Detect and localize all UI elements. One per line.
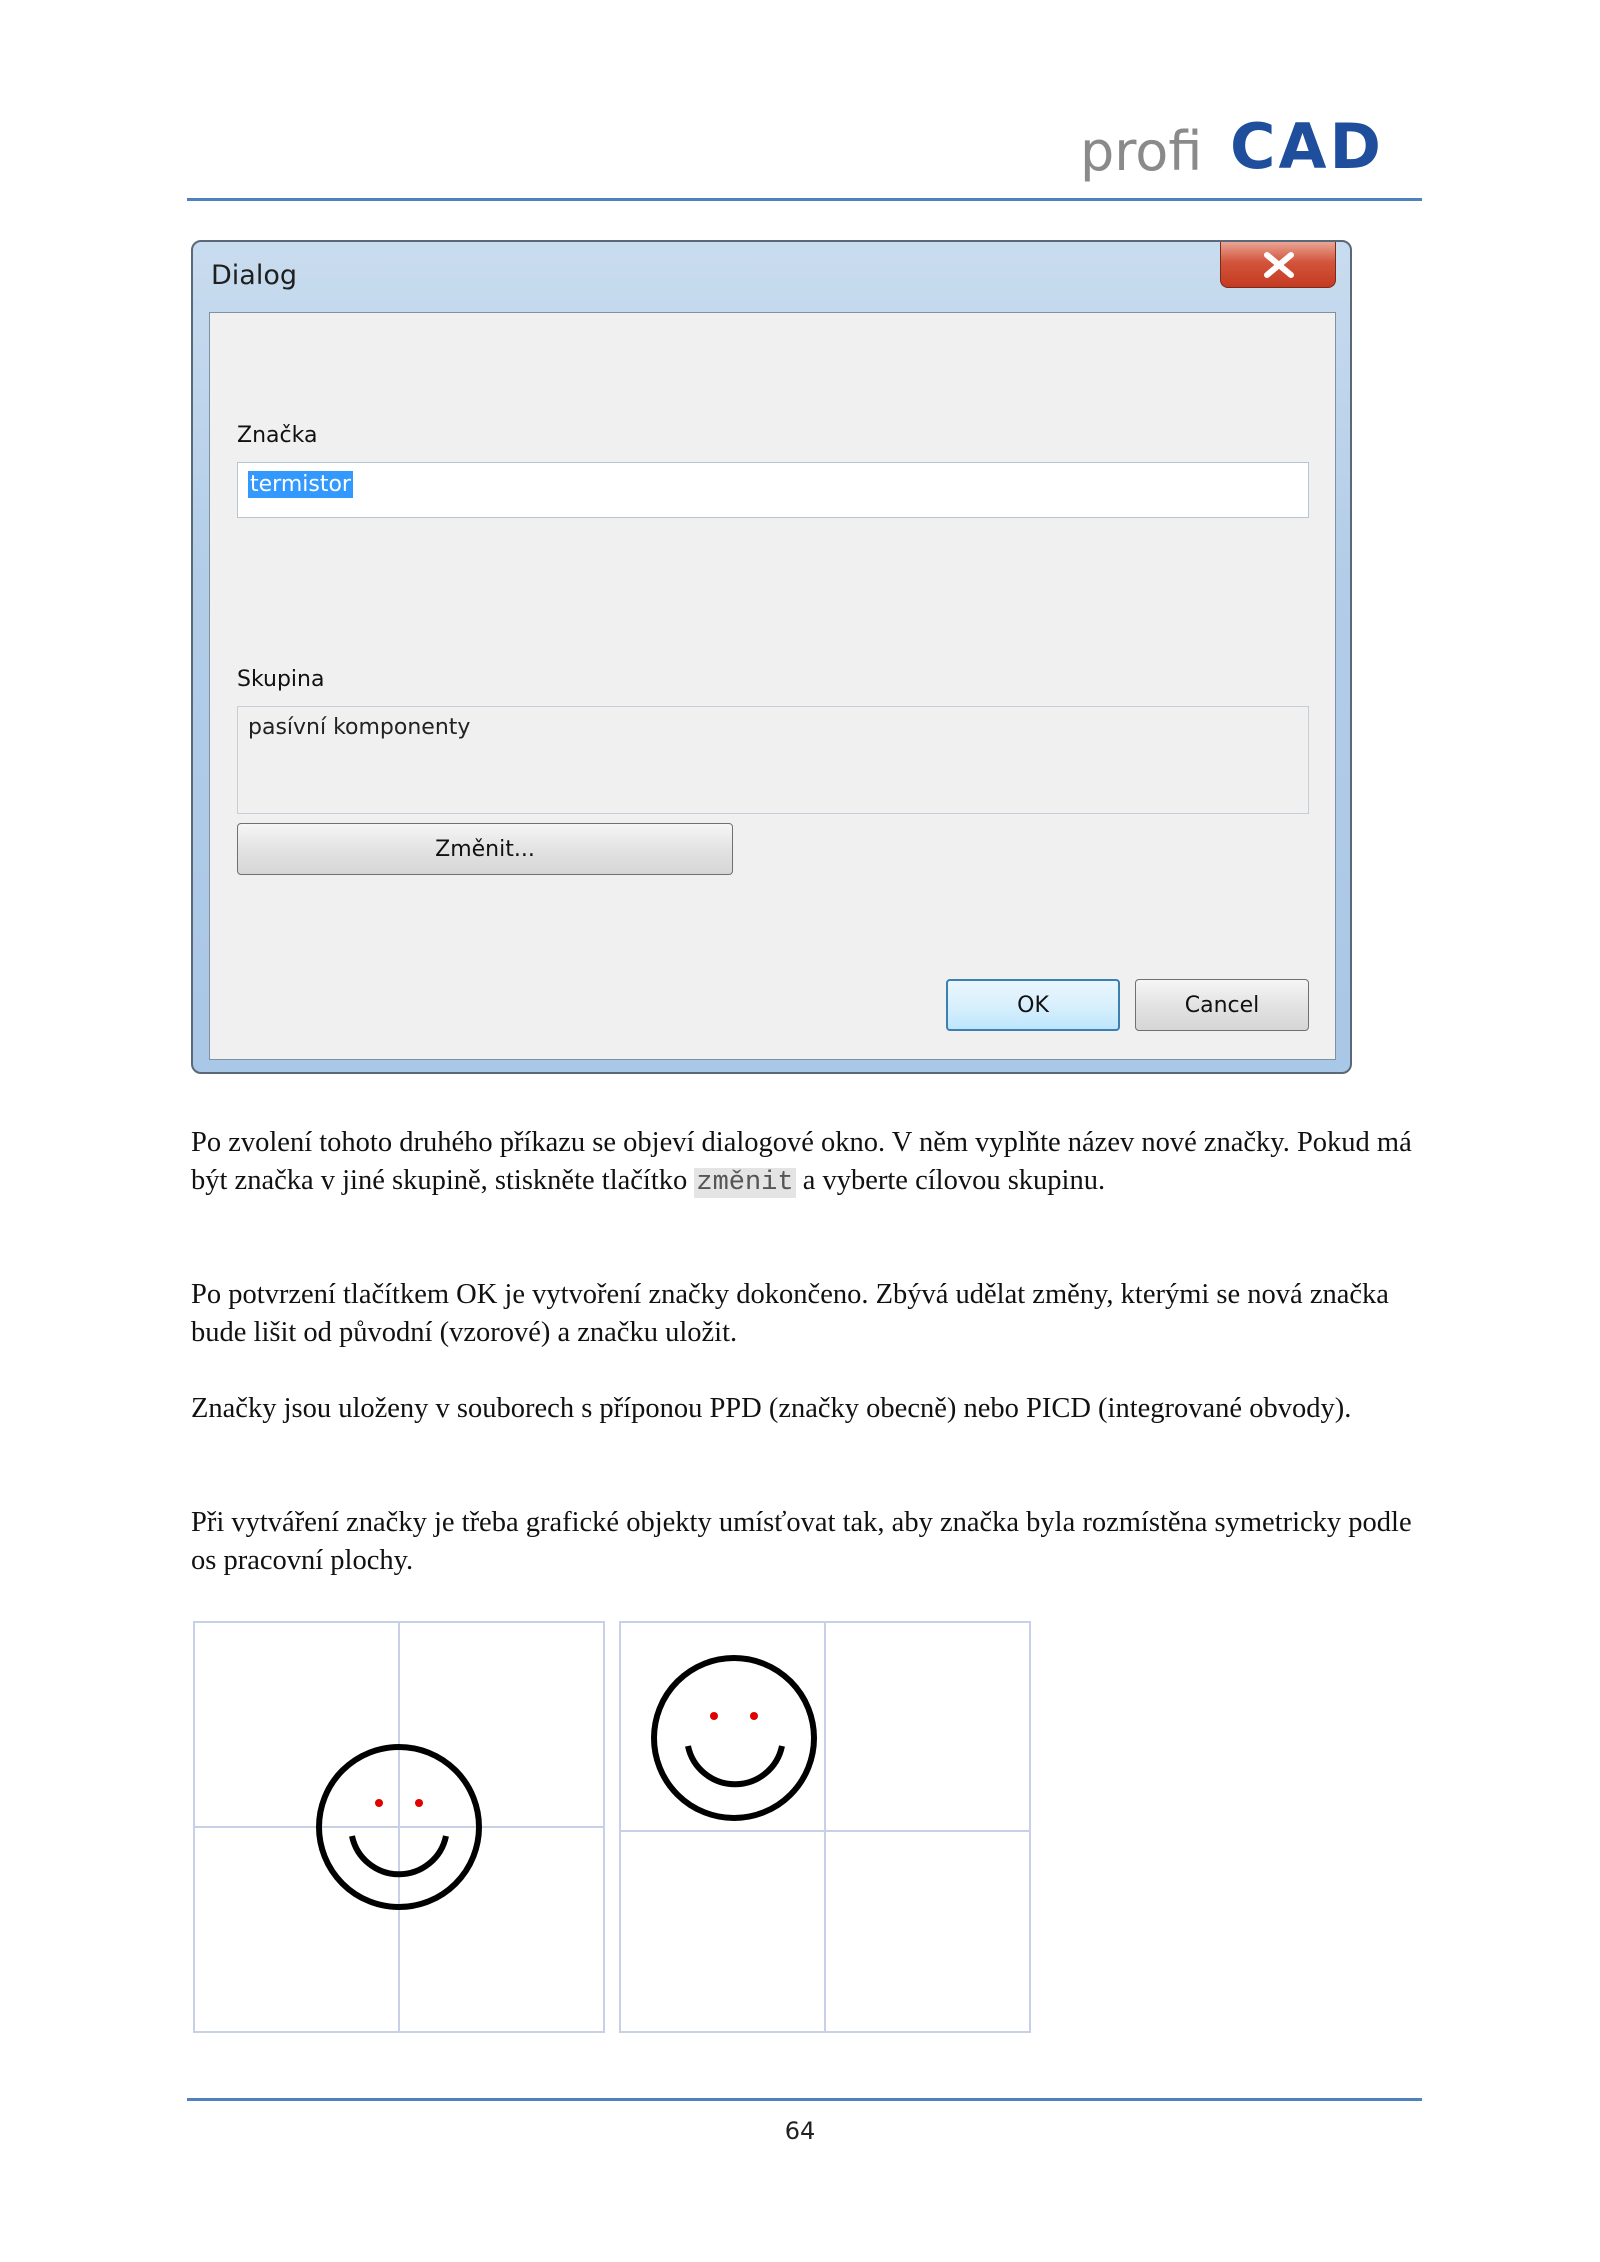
asymmetric-symbol-illustration <box>618 1616 1034 2038</box>
group-field <box>237 706 1309 814</box>
group-label: Skupina <box>237 667 325 692</box>
symbol-label: Značka <box>237 423 318 448</box>
footer-rule <box>187 2098 1422 2101</box>
close-button[interactable] <box>1220 242 1336 288</box>
paragraph-1-text-b: a vyberte cílovou skupinu. <box>795 1165 1106 1196</box>
group-value: pasívní komponenty <box>248 715 471 740</box>
logo-text-profi: profi <box>1080 120 1203 183</box>
right-eye <box>415 1799 423 1807</box>
logo-text-cad: CAD <box>1230 110 1384 183</box>
change-group-button[interactable]: Změnit... <box>237 823 733 875</box>
cancel-button[interactable]: Cancel <box>1135 979 1309 1031</box>
right-eye-2 <box>750 1712 758 1720</box>
dialog-window <box>191 240 1352 1074</box>
mouth-2 <box>688 1746 782 1784</box>
dialog-title: Dialog <box>211 260 297 291</box>
paragraph-3: Značky jsou uloženy v souborech s příponou PPD (značky obecně) nebo PICD (integrované obvody). <box>191 1393 1352 1424</box>
dialog-client-area <box>209 312 1336 1060</box>
page-number: 64 <box>784 2117 816 2145</box>
left-eye <box>375 1799 383 1807</box>
grid-lines <box>194 1622 604 2032</box>
paragraph-1 <box>191 1124 1421 1202</box>
inline-code-change: změnit <box>696 1168 794 1198</box>
grid-lines-2 <box>620 1622 1030 2032</box>
paragraph-2: Po potvrzení tlačítkem OK je vytvoření značky dokončeno. Zbývá udělat změny, kterými se nová značka bude lišit od původní (vzorové) a značku uložit. <box>191 1279 1389 1348</box>
symbol-name-input[interactable] <box>237 462 1309 518</box>
symbol-name-value: termistor <box>250 472 351 497</box>
left-eye-2 <box>710 1712 718 1720</box>
face-outline-2 <box>654 1658 814 1818</box>
paragraph-1-text-a: Po zvolení tohoto druhého příkazu se objeví dialogové okno. V něm vyplňte název nové značky. Pokud má být značka v jiné skupině, stiskněte tlačítko <box>191 1127 1412 1196</box>
paragraph-4: Při vytváření značky je třeba grafické objekty umísťovat tak, aby značka byla rozmístěna symetricky podle os pracovní plochy. <box>191 1507 1412 1576</box>
smiley-face-offset <box>654 1658 814 1818</box>
ok-button[interactable]: OK <box>946 979 1120 1031</box>
symmetric-symbol-illustration <box>192 1616 606 2038</box>
close-icon <box>1259 252 1299 278</box>
header-rule <box>187 198 1422 201</box>
proficad-logo <box>1080 108 1410 188</box>
